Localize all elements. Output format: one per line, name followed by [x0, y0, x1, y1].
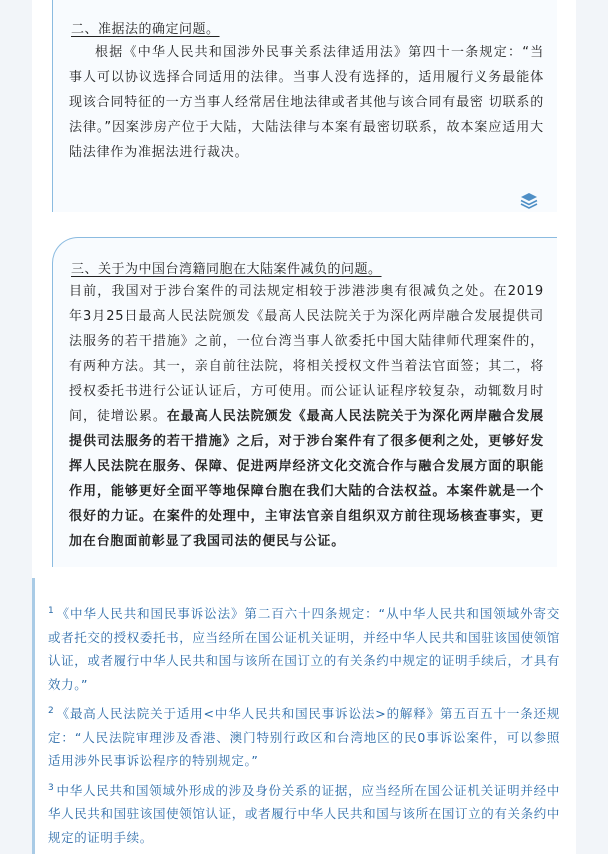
- section-body: 根据《中华人民共和国涉外民事关系法律适用法》第四十一条规定：“当事人可以协议选择合同适用的法律。当事人没有选择的，适用履行义务最能体现该合同特征的一方当事人经常居住地法律或者其他与该合同有最密 切联系的法律。”因案涉房产位于大陆，大陆法律与本案有最密切联系，故本案应适用大陆法律作为准据法进行裁决。: [69, 45, 544, 160]
- section-body: [69, 279, 544, 554]
- footnote-number: 3: [48, 782, 55, 793]
- section-heading: 三、关于为中国台湾籍同胞在大陆案件减负的问题。: [71, 262, 382, 277]
- footnote-divider: [32, 578, 35, 854]
- section-body-plain: 目前，我国对于涉台案件的司法规定相较于涉港涉奥有很减负之处。在2019年3月25日最高人民法院颁发《最高人民法院关于为深化两岸融合发展提供司法服务的若干措施》之前，一位台湾当事人欲委托中国大陆律师代理案件的，有两种方法。其一，亲自前往法院，将相关授权文件当着法官面签；其二，将授权委托书进行公证认证后，方可使用。而公证认证程序较复杂，动辄数月时间，徒增讼累。: [69, 284, 544, 424]
- footnote-text: 《最高人民法院关于适用<中华人民共和国民事诉讼法>的解释》第五百五十一条还规定：“人民法院审理涉及香港、澳门特别行政区和台湾地区的民0事诉讼案件，可以参照适用涉外民事诉讼程序的特别规定。”: [48, 706, 560, 768]
- footnote-1: [48, 600, 560, 696]
- section-heading: 二、准据法的确定问题。: [71, 22, 220, 37]
- footnote-3: [48, 777, 560, 850]
- footnote-text: 《中华人民共和国民事诉讼法》第二百六十四条规定：“从中华人民共和国领域外寄交或者托交的授权委托书，应当经所在国公证机关证明，并经中华人民共和国驻该国使领馆认证，或者履行中华人民共和国与该所在国订立的有关条约中规定的证明手续后，才具有效力。”: [48, 606, 560, 692]
- section-card-3: [52, 237, 557, 567]
- section-body-bold: 在最高人民法院颁发《最高人民法院关于为深化两岸融合发展提供司法服务的若干措施》之后，对于涉台案件有了很多便利之处，更够好发挥人民法院在服务、保障、促进两岸经济文化交流合作与融合发展方面的职能作用，能够更好全面平等地保障台胞在我们大陆的合法权益。本案件就是一个很好的力证。在案件的处理中，主审法官亲自组织双方前往现场核查事实，更加在台胞面前彰显了我国司法的便民与公证。: [69, 409, 544, 549]
- footnote-text: 中华人民共和国领域外形成的涉及身份关系的证据，应当经所在国公证机关证明并经中华人民共和国驻该国使领馆认证，或者履行中华人民共和国与该所在国订立的有关条约中规定的证明手续。: [48, 782, 560, 845]
- footnote-2: [48, 700, 560, 773]
- footnote-number: 2: [48, 706, 55, 716]
- footnote-number: 1: [48, 606, 55, 616]
- footnotes: [48, 600, 560, 853]
- layers-icon[interactable]: [519, 191, 539, 211]
- section-card-2: [52, 0, 557, 212]
